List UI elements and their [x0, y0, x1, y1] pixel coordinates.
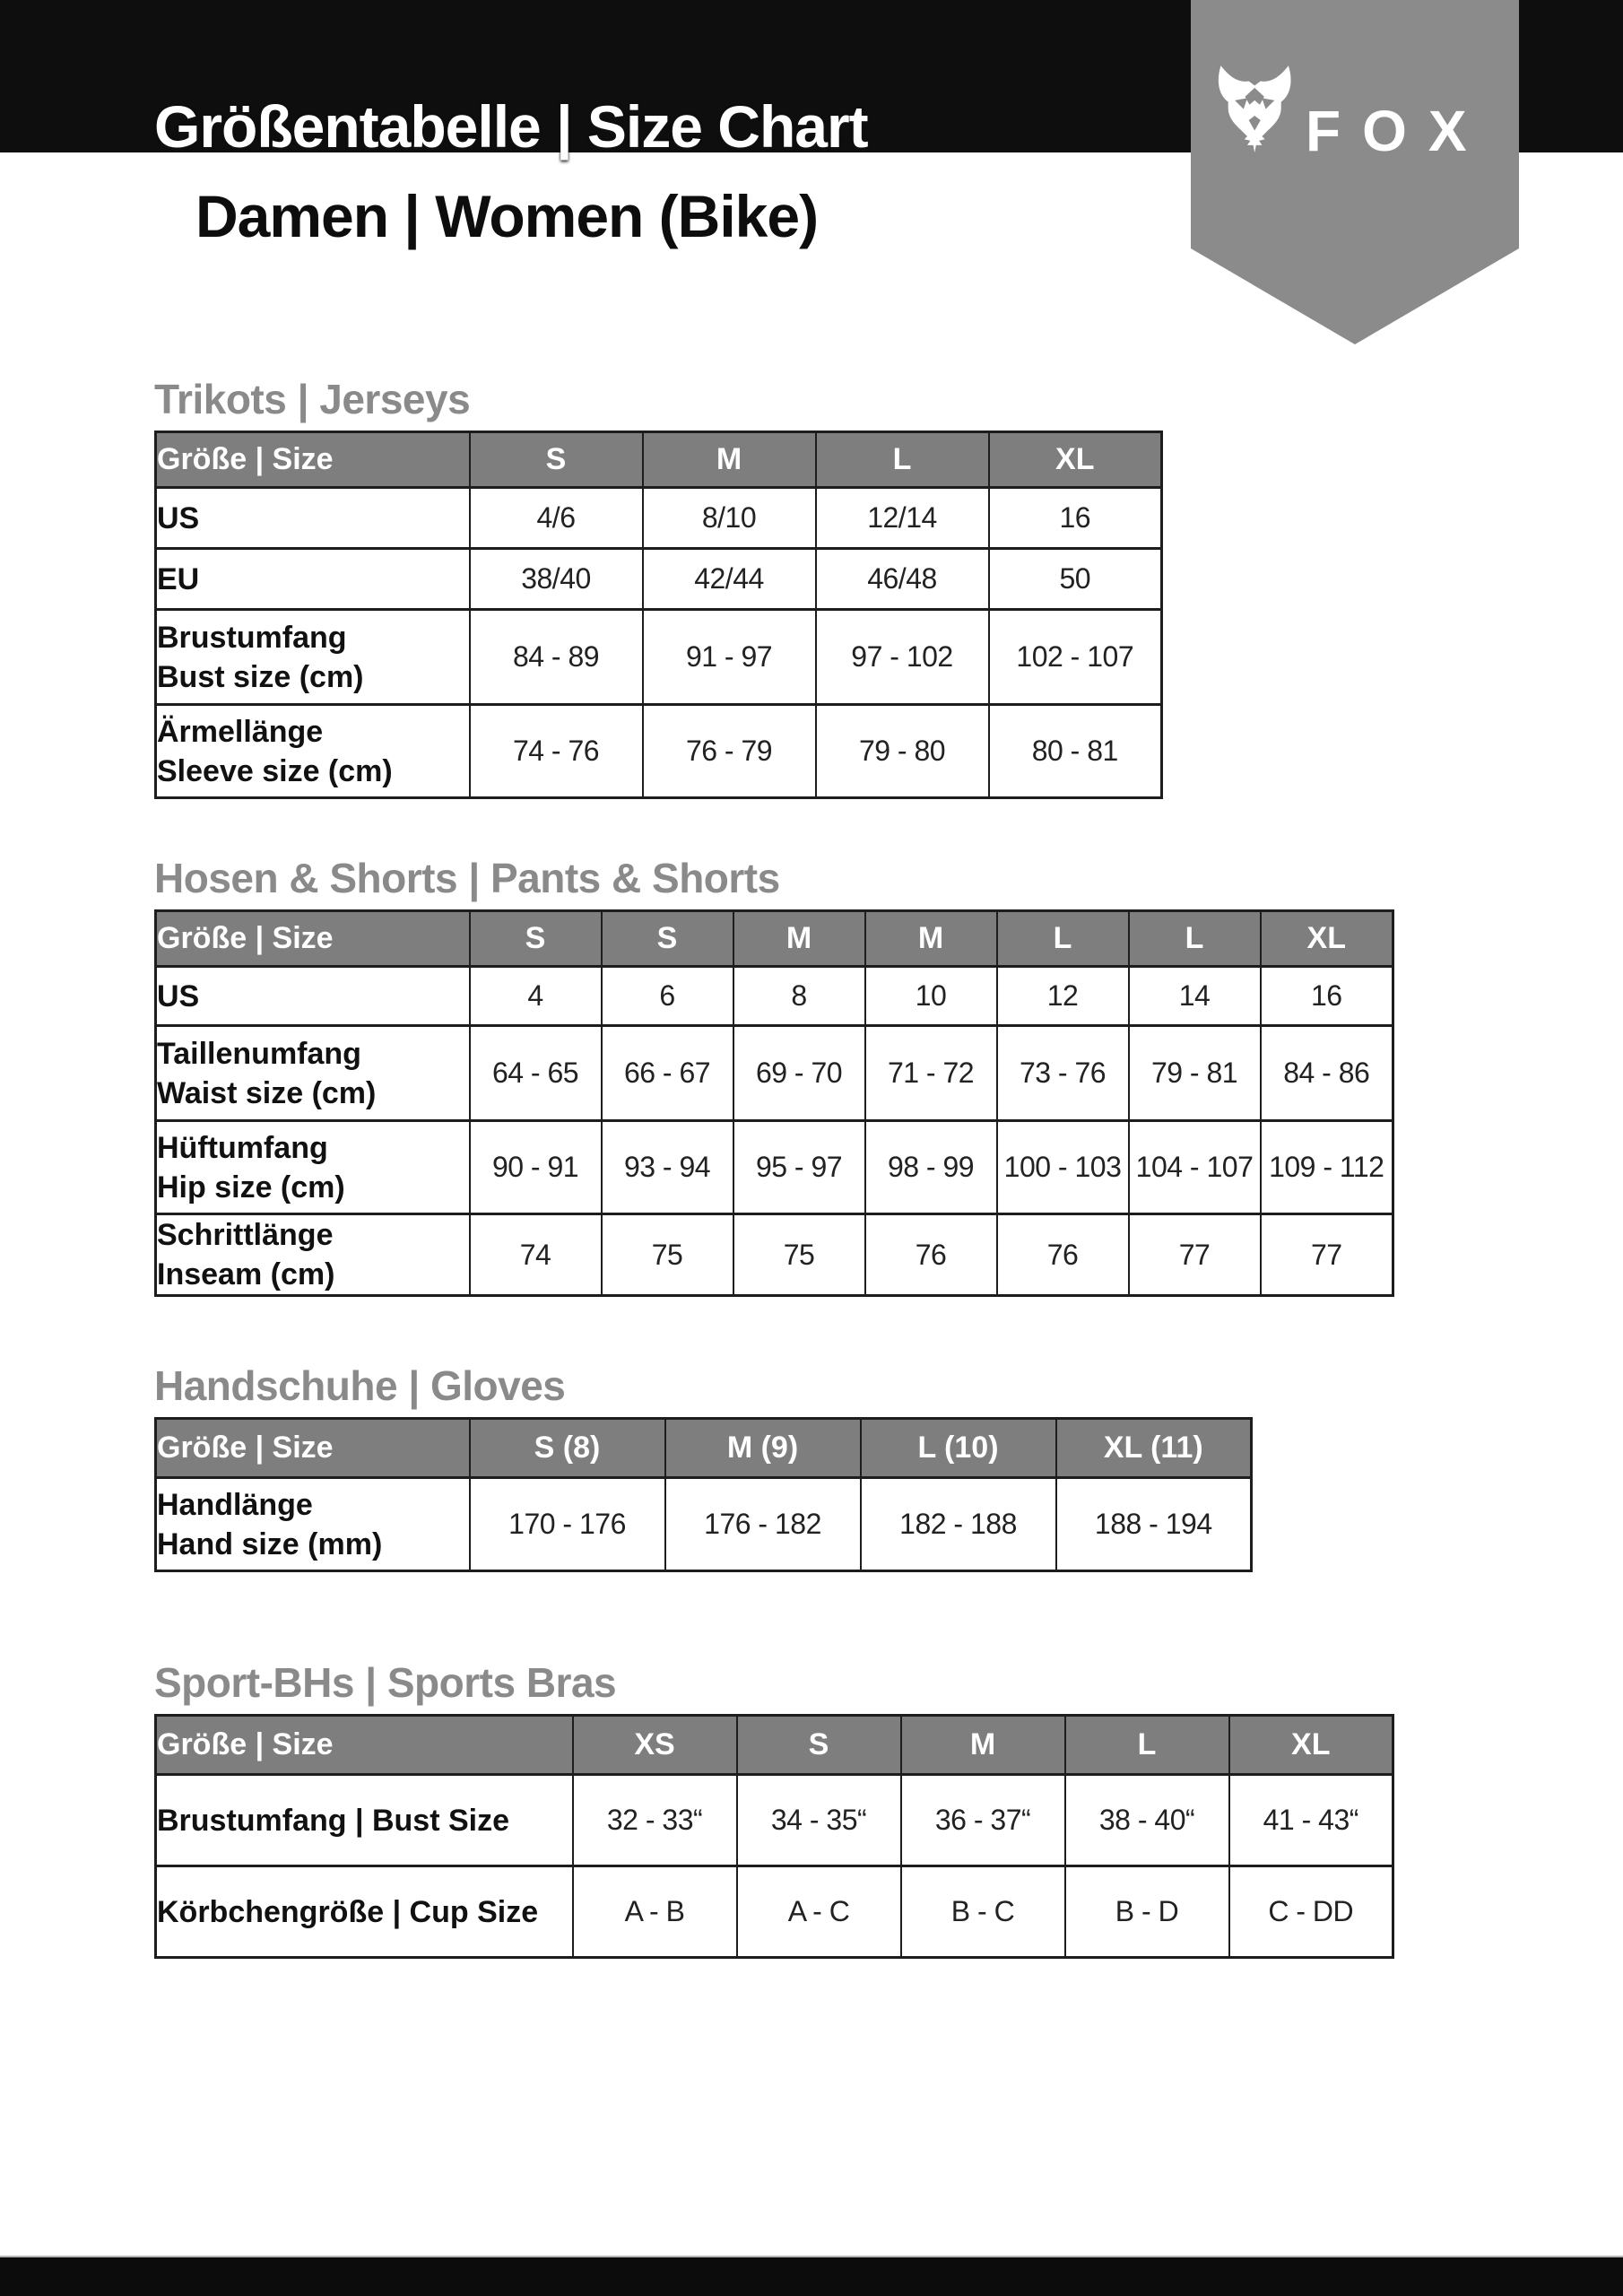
row-label-cell: [156, 1866, 573, 1958]
row-label: Brustumfang | Bust Size: [157, 1803, 509, 1838]
size-column-header: S: [470, 432, 643, 488]
size-value-cell: 36 - 37“: [901, 1775, 1065, 1866]
table-header-row: [156, 1419, 1252, 1478]
size-value-cell: 66 - 67: [602, 1026, 733, 1121]
row-label-cell: [156, 1478, 470, 1571]
row-label-cell: [156, 610, 470, 705]
table-row: [156, 1121, 1393, 1214]
size-value-cell: 46/48: [816, 549, 989, 610]
row-label-cell: [156, 549, 470, 610]
row-label-cell: [156, 1026, 470, 1121]
size-value-cell: 84 - 89: [470, 610, 643, 705]
table-row: [156, 610, 1162, 705]
row-label-en: Bust size (cm): [157, 659, 364, 694]
size-column-header: S: [470, 911, 602, 967]
size-value-cell: 14: [1129, 967, 1261, 1026]
size-value-cell: 8/10: [643, 488, 816, 549]
table-row: [156, 705, 1162, 798]
section-title: Hosen & Shorts | Pants & Shorts: [154, 855, 780, 901]
size-table-sports-bras: [154, 1714, 1394, 1959]
size-value-cell: 75: [733, 1214, 865, 1296]
size-value-cell: 4: [470, 967, 602, 1026]
size-value-cell: 77: [1129, 1214, 1261, 1296]
size-value-cell: 79 - 80: [816, 705, 989, 798]
size-value-cell: 93 - 94: [602, 1121, 733, 1214]
size-column-header: L: [1065, 1716, 1229, 1775]
size-value-cell: 73 - 76: [997, 1026, 1129, 1121]
size-value-cell: 102 - 107: [989, 610, 1162, 705]
size-value-cell: 97 - 102: [816, 610, 989, 705]
size-value-cell: 90 - 91: [470, 1121, 602, 1214]
size-value-cell: 4/6: [470, 488, 643, 549]
size-value-cell: 6: [602, 967, 733, 1026]
size-table-pants-shorts: [154, 909, 1394, 1297]
size-table-gloves: [154, 1417, 1253, 1572]
size-value-cell: 32 - 33“: [573, 1775, 737, 1866]
size-column-header: L: [816, 432, 989, 488]
size-value-cell: 76: [997, 1214, 1129, 1296]
size-value-cell: 80 - 81: [989, 705, 1162, 798]
size-value-cell: 16: [1261, 967, 1393, 1026]
size-column-header: L (10): [861, 1419, 1056, 1478]
section-title: Sport-BHs | Sports Bras: [154, 1659, 617, 1706]
size-value-cell: B - D: [1065, 1866, 1229, 1958]
size-value-cell: 12/14: [816, 488, 989, 549]
size-column-header: S (8): [470, 1419, 665, 1478]
size-value-cell: 41 - 43“: [1229, 1775, 1393, 1866]
size-label-header: Größe | Size: [156, 1716, 573, 1775]
row-label-en: Sleeve size (cm): [157, 753, 393, 788]
size-value-cell: 188 - 194: [1056, 1478, 1252, 1571]
row-label-en: Hip size (cm): [157, 1170, 345, 1205]
size-value-cell: 170 - 176: [470, 1478, 665, 1571]
row-label-cell: [156, 488, 470, 549]
size-label-header: Größe | Size: [156, 1419, 470, 1478]
table-row: [156, 1775, 1393, 1866]
size-value-cell: 109 - 112: [1261, 1121, 1393, 1214]
section-sports-bras: [154, 1661, 1394, 1959]
size-value-cell: B - C: [901, 1866, 1065, 1958]
size-value-cell: 91 - 97: [643, 610, 816, 705]
bottom-black-bar: [0, 2256, 1623, 2296]
size-value-cell: A - C: [737, 1866, 901, 1958]
table-row: [156, 1866, 1393, 1958]
brand-ribbon: [1191, 0, 1519, 344]
row-label: US: [157, 978, 200, 1013]
row-label-en: Waist size (cm): [157, 1075, 377, 1110]
section-gloves: [154, 1364, 1253, 1572]
size-value-cell: C - DD: [1229, 1866, 1393, 1958]
size-value-cell: 10: [865, 967, 997, 1026]
size-value-cell: 104 - 107: [1129, 1121, 1261, 1214]
size-value-cell: 100 - 103: [997, 1121, 1129, 1214]
table-row: [156, 488, 1162, 549]
row-label: Ärmellänge: [157, 714, 324, 749]
size-column-header: M: [901, 1716, 1065, 1775]
size-value-cell: 8: [733, 967, 865, 1026]
size-column-header: M: [733, 911, 865, 967]
size-column-header: L: [997, 911, 1129, 967]
size-column-header: M (9): [665, 1419, 861, 1478]
size-value-cell: 38/40: [470, 549, 643, 610]
size-value-cell: A - B: [573, 1866, 737, 1958]
row-label: EU: [157, 561, 200, 596]
table-row: [156, 1478, 1252, 1571]
size-value-cell: 182 - 188: [861, 1478, 1056, 1571]
size-value-cell: 76: [865, 1214, 997, 1296]
row-label: Handlänge: [157, 1487, 313, 1522]
table-row: [156, 967, 1393, 1026]
size-label-header: Größe | Size: [156, 432, 470, 488]
row-label-cell: [156, 1214, 470, 1296]
size-column-header: XL: [989, 432, 1162, 488]
row-label: Körbchengröße | Cup Size: [157, 1894, 539, 1929]
section-title: Trikots | Jerseys: [154, 376, 471, 422]
row-label: Schrittlänge: [157, 1218, 334, 1252]
size-value-cell: 64 - 65: [470, 1026, 602, 1121]
size-value-cell: 76 - 79: [643, 705, 816, 798]
size-value-cell: 71 - 72: [865, 1026, 997, 1121]
size-column-header: S: [602, 911, 733, 967]
size-column-header: S: [737, 1716, 901, 1775]
table-header-row: [156, 1716, 1393, 1775]
size-value-cell: 84 - 86: [1261, 1026, 1393, 1121]
row-label-cell: [156, 967, 470, 1026]
section-pants-shorts: [154, 857, 1394, 1297]
row-label-en: Hand size (mm): [157, 1526, 383, 1561]
table-header-row: [156, 432, 1162, 488]
table-row: [156, 1214, 1393, 1296]
page-subtitle: Damen | Women (Bike): [195, 183, 819, 249]
size-column-header: XS: [573, 1716, 737, 1775]
size-value-cell: 176 - 182: [665, 1478, 861, 1571]
size-column-header: XL (11): [1056, 1419, 1252, 1478]
row-label: Brustumfang: [157, 620, 347, 655]
brand-wordmark: FOX: [1306, 99, 1488, 163]
size-value-cell: 50: [989, 549, 1162, 610]
size-column-header: M: [643, 432, 816, 488]
size-value-cell: 74: [470, 1214, 602, 1296]
row-label-cell: [156, 705, 470, 798]
size-value-cell: 16: [989, 488, 1162, 549]
page-title: Größentabelle | Size Chart: [154, 93, 868, 160]
size-value-cell: 34 - 35“: [737, 1775, 901, 1866]
row-label-en: Inseam (cm): [157, 1257, 335, 1292]
size-label-header: Größe | Size: [156, 911, 470, 967]
size-value-cell: 74 - 76: [470, 705, 643, 798]
size-value-cell: 75: [602, 1214, 733, 1296]
row-label: Taillenumfang: [157, 1036, 361, 1071]
size-table-jerseys: [154, 430, 1163, 799]
size-value-cell: 77: [1261, 1214, 1393, 1296]
size-value-cell: 95 - 97: [733, 1121, 865, 1214]
size-value-cell: 79 - 81: [1129, 1026, 1261, 1121]
size-column-header: XL: [1229, 1716, 1393, 1775]
size-value-cell: 12: [997, 967, 1129, 1026]
table-row: [156, 549, 1162, 610]
row-label: Hüftumfang: [157, 1130, 328, 1165]
table-row: [156, 1026, 1393, 1121]
row-label-cell: [156, 1775, 573, 1866]
table-header-row: [156, 911, 1393, 967]
size-column-header: M: [865, 911, 997, 967]
size-value-cell: 42/44: [643, 549, 816, 610]
ribbon-shape: [1191, 0, 1519, 344]
row-label-cell: [156, 1121, 470, 1214]
section-jerseys: [154, 378, 1163, 799]
section-title: Handschuhe | Gloves: [154, 1362, 566, 1409]
row-label: US: [157, 500, 200, 535]
size-column-header: XL: [1261, 911, 1393, 967]
size-value-cell: 69 - 70: [733, 1026, 865, 1121]
size-value-cell: 38 - 40“: [1065, 1775, 1229, 1866]
size-value-cell: 98 - 99: [865, 1121, 997, 1214]
size-column-header: L: [1129, 911, 1261, 967]
